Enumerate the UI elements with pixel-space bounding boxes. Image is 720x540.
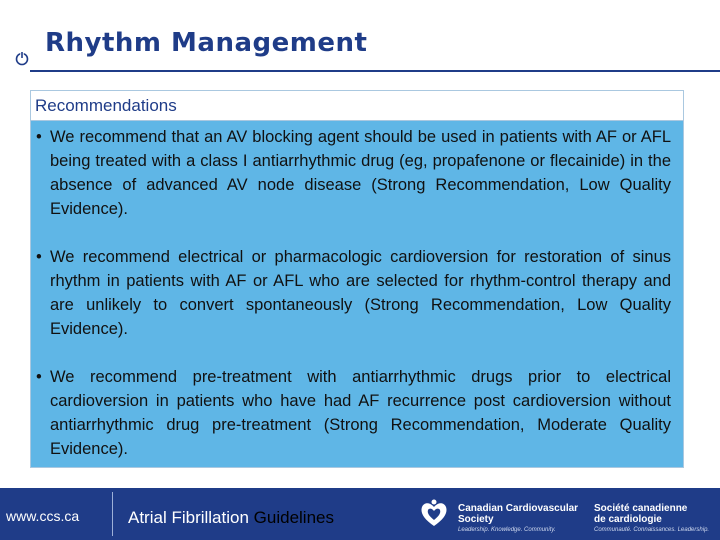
footer-divider bbox=[112, 492, 113, 536]
recommendation-item bbox=[36, 245, 671, 341]
bullet: • bbox=[36, 128, 42, 146]
guideline-suffix: Guidelines bbox=[253, 508, 334, 527]
slide-title: Rhythm Management bbox=[45, 28, 368, 58]
ccs-org-name-en bbox=[458, 503, 578, 536]
org-name-line: de cardiologie bbox=[594, 514, 662, 525]
bullet: • bbox=[36, 248, 42, 266]
recommendation-text: We recommend pre-treatment with antiarrhythmic drugs prior to electrical cardioversion in patients who have had AF recurrence post cardioversion without antiarrhythmic drug pre-treatment (Strong Recommendation, Moderate Quality Evidence). bbox=[50, 368, 671, 458]
recommendation-text: We recommend electrical or pharmacologic cardioversion for restoration of sinus rhythm in patients with AF or AFL who are selected for rhythm-control therapy and are unlikely to convert spontaneously (Strong Recommendation, Low Quality Evidence). bbox=[50, 248, 671, 338]
org-tagline: Communauté. Connaissances. Leadership. bbox=[594, 527, 710, 533]
ccs-heart-logo-icon bbox=[418, 498, 450, 530]
ccs-org-name-fr bbox=[594, 503, 709, 536]
recommendations-box bbox=[30, 90, 684, 468]
footer-url-link[interactable]: www.ccs.ca bbox=[6, 508, 80, 524]
power-icon bbox=[14, 50, 30, 66]
title-divider bbox=[30, 70, 720, 72]
org-name-line: Canadian Cardiovascular bbox=[458, 503, 579, 514]
org-name-line: Société canadienne bbox=[594, 503, 688, 514]
guideline-prefix: Atrial Fibrillation bbox=[128, 508, 254, 527]
recommendations-header: Recommendations bbox=[31, 91, 683, 121]
footer-guideline-title bbox=[128, 508, 334, 528]
recommendation-item bbox=[36, 125, 671, 221]
recommendation-item bbox=[36, 365, 671, 461]
org-tagline: Leadership. Knowledge. Community. bbox=[458, 527, 556, 533]
recommendations-list bbox=[31, 121, 683, 461]
footer-bar bbox=[0, 488, 720, 540]
bullet: • bbox=[36, 368, 42, 386]
recommendation-text: We recommend that an AV blocking agent should be used in patients with AF or AFL being treated with a class I antiarrhythmic drug (eg, propafenone or flecainide) in the absence of advanced AV node disease (Strong Recommendation, Low Quality Evidence). bbox=[50, 128, 671, 218]
org-name-line: Society bbox=[458, 514, 494, 525]
